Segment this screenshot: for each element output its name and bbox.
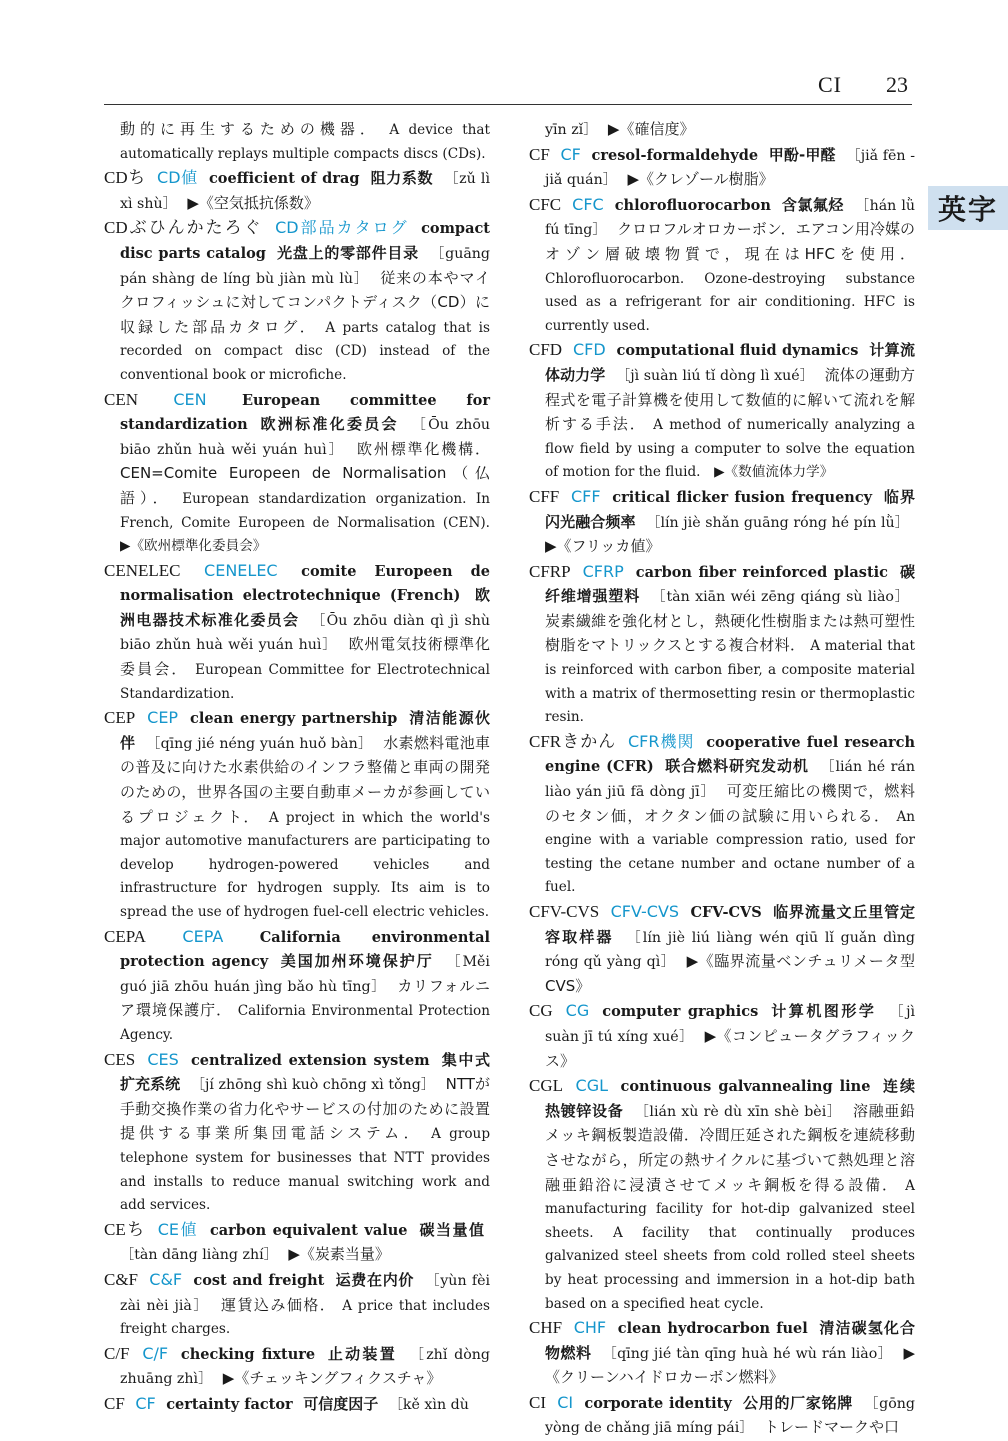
english-term: chlorofluorocarbon [614,196,771,214]
section-tab[interactable]: 英字 [928,186,1008,230]
english-definition: A price that includes freight charges. [120,1297,490,1338]
pinyin: ［qīng jié néng yuán huǒ bàn］ [146,735,373,752]
katakana-term: CD部品カタログ [275,218,409,238]
chinese-term: 碳纤维增强塑料 [545,562,915,606]
dictionary-entry [104,706,490,924]
chinese-term: 计算机图形学 [771,1002,877,1021]
headword: CFV-CVS [529,902,600,921]
pinyin: ［gōng yòng de chǎng jiā míng pái］ [545,1395,916,1437]
left-column [104,118,504,1413]
dictionary-entry [104,1392,490,1418]
japanese-definition: クロロフルオロカーボン．エアコン用冷媒のオゾン層破壊物質で，現在はHFCを使用． [545,220,915,263]
japanese-definition: 欧州標準化機構．CEN=Comite Europeen de Normalisation（仏語）． [120,439,490,507]
katakana-term: CHF [573,1318,607,1338]
chinese-term: 甲酚-甲醛 [768,145,836,164]
dictionary-entry [529,560,915,730]
headword: CFC [529,194,562,214]
chinese-term: 阻力系数 [370,169,434,188]
chinese-term: 计算流体动力学 [545,341,915,384]
katakana-term: CE値 [157,1219,198,1239]
pinyin: ［hán lǜ fú tīng］ [545,197,916,239]
english-term: critical flicker fusion frequency [612,488,873,506]
katakana-term: CFR機関 [627,731,695,751]
japanese-definition: 水素燃料電池車の普及に向けた水素供給のインフラ整備と車両の開発のための，世界各国の主要自動車メーカが参画しているプロジェクト． [120,733,490,826]
english-term: corporate identity [584,1394,732,1412]
japanese-definition: 従来の本やマイクロフィッシュに対してコンパクトディスク（CD）に収録した部品カタログ． [120,268,490,336]
japanese-definition: 可変圧縮比の機関で，燃料のセタン価，オクタン価の試験に用いられる． [545,782,915,825]
pinyin: ［lián hé rán liào yán jiū fā dòng jī］ [545,759,915,801]
english-definition: European standardization organization. In French, Comite Europeen de Normalisation (CEN). ▶《欧州標準化委員会》 [120,490,504,555]
english-term: centralized extension system [190,1051,430,1069]
dictionary-entry [104,1342,490,1392]
katakana-term: CES [147,1049,179,1069]
english-term: California environmental protection agency [120,928,491,971]
katakana-term: CFRP [582,561,624,581]
pinyin: ［qīng jié tàn qīng huà hé wù rán liào］ [602,1345,893,1362]
chinese-term: 欧洲标准化委员会 [260,415,399,434]
english-definition: California Environmental Protection Agency. [120,1003,490,1043]
katakana-term: CG [565,1001,590,1021]
english-term: clean hydrocarbon fuel [617,1320,808,1338]
pinyin: ［Měi guó jiā zhōu huán jìng bǎo hù tīng］ [120,954,490,995]
katakana-term: CEPA [182,926,224,946]
japanese-definition: 欧州電気技術標準化委員会． [120,635,490,679]
headword: CFRきかん [529,731,617,751]
english-term: compact disc parts catalog [120,220,490,262]
dictionary-entry [104,925,490,1048]
english-definition: A material that is reinforced with carbon fiber, a composite material with a matrix of thermosetting resin or thermoplastic resin. [545,638,915,726]
headword: CEPA [104,926,146,946]
japanese-definition: ▶《空気抵抗係数》 [187,193,319,212]
headword: CDぶひんかたろぐ [104,218,263,238]
dictionary-entry [529,730,915,900]
headword: CGL [529,1076,563,1096]
dictionary-entry [104,1048,490,1218]
japanese-definition: ▶《確信度》 [607,120,695,138]
english-definition: Chlorofluorocarbon. Ozone-destroying substance used as a refrigerant for air conditioning. HFC is currently used. [545,270,915,334]
dictionary-entry [104,1268,490,1342]
katakana-term: C/F [142,1343,169,1363]
headword: CES [104,1049,136,1069]
chinese-term: 可信度因子 [303,1394,379,1413]
english-term: continuous galvannealing line [620,1078,871,1096]
dictionary-entry [104,216,490,387]
dictionary-entry [529,143,915,193]
chinese-term: 美国加州环境保护厅 [280,952,434,971]
japanese-definition: 運賃込み価格． [221,1295,337,1314]
english-definition: An engine with a variable compression ratio, used for testing the cetane number and octane number of a fuel. [545,808,916,896]
japanese-definition: ▶《チェッキングフィクスチャ》 [222,1369,442,1388]
pinyin: ［zǔ lì xì shù］ [120,171,491,212]
japanese-definition: トレードマークや口 [763,1418,899,1437]
pinyin: ［Ōu zhōu diàn qì jì shù biāo zhǔn huà wěi yuán huì］ [120,612,490,654]
katakana-term: CFC [572,194,604,214]
english-definition: A project in which the world's major automotive manufacturers are participating to develop hydrogen-powered vehicles and infrastructure for hydrogen supply. Its aim is to spread the use of hydrogen fuel-cell electric vehicles. [120,809,490,920]
dictionary-entry [104,388,504,559]
japanese-definition: ▶《コンピュータグラフィックス》 [545,1026,916,1070]
japanese-definition: ▶《クレゾール樹脂》 [627,170,774,189]
chinese-term: 欧洲电器技术标准化委员会 [120,586,490,629]
pinyin: ［jì suàn liú tǐ dòng lì xué］ [615,367,814,384]
dictionary-entry [104,118,490,166]
chinese-term: 清洁碳氢化合物燃料 [545,1319,915,1362]
pinyin: ［yùn fèi zài nèi jià］ [120,1272,490,1314]
katakana-term: CF [135,1393,156,1413]
headword: CEち [104,1219,146,1239]
katakana-term: CF [560,144,581,164]
dictionary-entry [529,999,915,1074]
headword: CDち [104,168,146,188]
headword: CENELEC [104,560,181,580]
dictionary-entry [529,1074,915,1316]
pinyin: ［tàn xiān wéi zēng qiáng sù liào］ [651,589,909,606]
dictionary-entry [104,166,490,216]
page-number: 23 [886,72,908,97]
chinese-term: 临界闪光融合频率 [545,487,915,531]
header-rule [104,104,912,105]
chinese-term: 临界流量文丘里管定容取样器 [545,903,915,946]
japanese-definition: 溶融亜鉛メッキ鋼板製造設備．冷間圧延された鋼板を連続移動させながら，所定の熱サイクルに基づいて熱処理と溶融亜鉛浴に浸漬させてメッキ鋼板を得る設備． [545,1101,915,1194]
dictionary-entry [104,1218,490,1268]
japanese-definition: ▶《炭素当量》 [288,1245,390,1264]
pinyin: ［kě xìn dù [388,1396,469,1413]
chinese-term: 集中式扩充系统 [120,1050,491,1094]
pinyin: yīn zǐ］ [545,122,598,138]
chinese-term: 光盘上的零部件目录 [277,243,419,262]
pinyin: ［jiǎ fēn - jiǎ quán］ [545,147,916,189]
katakana-term: CI [557,1392,574,1412]
headword: C/F [104,1343,130,1363]
headword: CHF [529,1318,563,1338]
dictionary-entry [529,900,915,999]
english-term: cresol-formaldehyde [591,146,759,164]
english-definition: A manufacturing facility for hot-dip galvanized steel sheets. A facility that continually produces galvanized steel sheets from cold rolled steel sheets by heat processing and immersion in a hot-dip bath based on a specified heat cycle. [545,1177,915,1312]
english-term: carbon fiber reinforced plastic [635,563,888,581]
chinese-term: 连续热镀锌设备 [545,1077,915,1120]
japanese-definition: NTTが手動交換作業の省力化やサービスの付加のために設置提供する事業所集団電話システム． [120,1075,490,1143]
dictionary-entry [104,559,490,707]
english-term: coefficient of drag [208,170,360,188]
pinyin: ［Ōu zhōu biāo zhǔn huà wěi yuán huì］ [120,417,490,458]
english-definition: A parts catalog that is recorded on compact disc (CD) instead of the conventional book or microfiche. [120,319,490,383]
english-term: clean energy partnership [190,710,398,728]
pinyin: ［jì suàn jī tú xíng xué］ [545,1004,916,1045]
katakana-term: C&F [149,1269,183,1289]
english-term: computational fluid dynamics [616,342,859,360]
headword: CEP [104,708,136,728]
katakana-term: CEP [147,708,179,728]
pinyin: ［lín jiè liú liàng wén qiū lǐ guǎn dìng róng qǔ yàng qì］ [545,929,915,971]
chinese-term: 清洁能源伙伴 [120,709,491,752]
japanese-definition: 動的に再生するための機器． [120,120,380,138]
english-term: computer graphics [602,1003,759,1021]
english-term: cooperative fuel research engine (CFR) [545,733,916,776]
english-term: comite Europeen de normalisation electrotechnique (French) [120,562,490,605]
headword: C&F [104,1269,139,1289]
headword: CFF [529,486,560,506]
pinyin: ［zhǐ dòng zhuāng zhì］ [120,1346,490,1388]
katakana-term: CFD [572,340,606,360]
pinyin: ［jí zhōng shì kuò chōng xì tǒng］ [190,1077,436,1094]
katakana-term: CEN [173,389,207,409]
chinese-term: 止动装置 [327,1344,397,1363]
headword: CEN [104,389,138,409]
dictionary-entry [529,1316,915,1391]
katakana-term: CFF [570,486,601,506]
katakana-term: CD値 [157,168,198,188]
japanese-definition: カリフォルニア環境保護庁． [120,976,491,1020]
headword: CF [529,144,550,164]
english-term: certainty factor [166,1395,293,1413]
headword: CF [104,1393,125,1413]
english-definition: A device that automatically replays multiple compacts discs (CDs). [120,122,490,162]
chinese-term: 含氯氟烃 [781,195,844,214]
headword: CFRP [529,561,571,581]
english-term: checking fixture [180,1345,316,1363]
chinese-term: 运费在内价 [335,1270,415,1289]
dictionary-entry [529,338,915,485]
english-term: European committee for standardization [120,391,490,434]
katakana-term: CFV-CVS [610,902,680,921]
headword: CG [529,1001,553,1021]
english-term: carbon equivalent value [209,1221,408,1239]
japanese-definition: 流体の運動方程式を電子計算機を使用して数値的に解いて流れを解析する手法． [545,365,915,434]
right-column [529,118,916,1437]
pinyin: ［lián xù rè dù xīn shè bèi］ [634,1103,842,1120]
dictionary-entry [529,193,915,339]
japanese-definition: 炭素繊維を強化材とし，熱硬化性樹脂または熱可塑性樹脂をマトリックスとする複合材料． [545,611,915,655]
chinese-term: 碳当量值 [419,1220,484,1239]
english-term: cost and freight [193,1271,325,1289]
chinese-term: 公用的厂家铭牌 [743,1393,854,1412]
katakana-term: CENELEC [204,560,278,580]
katakana-term: CGL [575,1076,609,1096]
pinyin: ［lín jiè shǎn guāng róng hé pín lǜ］ [646,514,909,531]
dictionary-entry [529,485,915,560]
running-head-word: CI [818,72,842,97]
english-definition: European Committee for Electrotechnical Standardization. [120,662,490,702]
japanese-definition: ▶《臨界流量ベンチュリメータ型CVS》 [545,952,915,995]
pinyin: ［guāng pán shàng de líng bù jiàn mù lù］ [120,245,491,287]
japanese-definition: ▶《フリッカ値》 [545,537,661,556]
english-definition: A group telephone system for businesses that NTT provides and installs to reduce manual switching work and add services. [120,1126,491,1214]
pinyin: ［tàn dāng liàng zhí］ [120,1247,278,1264]
japanese-definition: ▶《クリーンハイドロカーボン燃料》 [545,1343,915,1387]
dictionary-entry [529,118,915,143]
english-definition: A method of numerically analyzing a flow field by using a computer to solve the equation of motion for the fluid. ▶《数値流体力学》 [545,417,916,481]
dictionary-entry [529,1391,915,1441]
chinese-term: 联合燃料研究发动机 [665,757,809,776]
headword: CFD [529,340,563,360]
headword: CI [529,1392,546,1412]
english-term: CFV-CVS [690,904,762,921]
